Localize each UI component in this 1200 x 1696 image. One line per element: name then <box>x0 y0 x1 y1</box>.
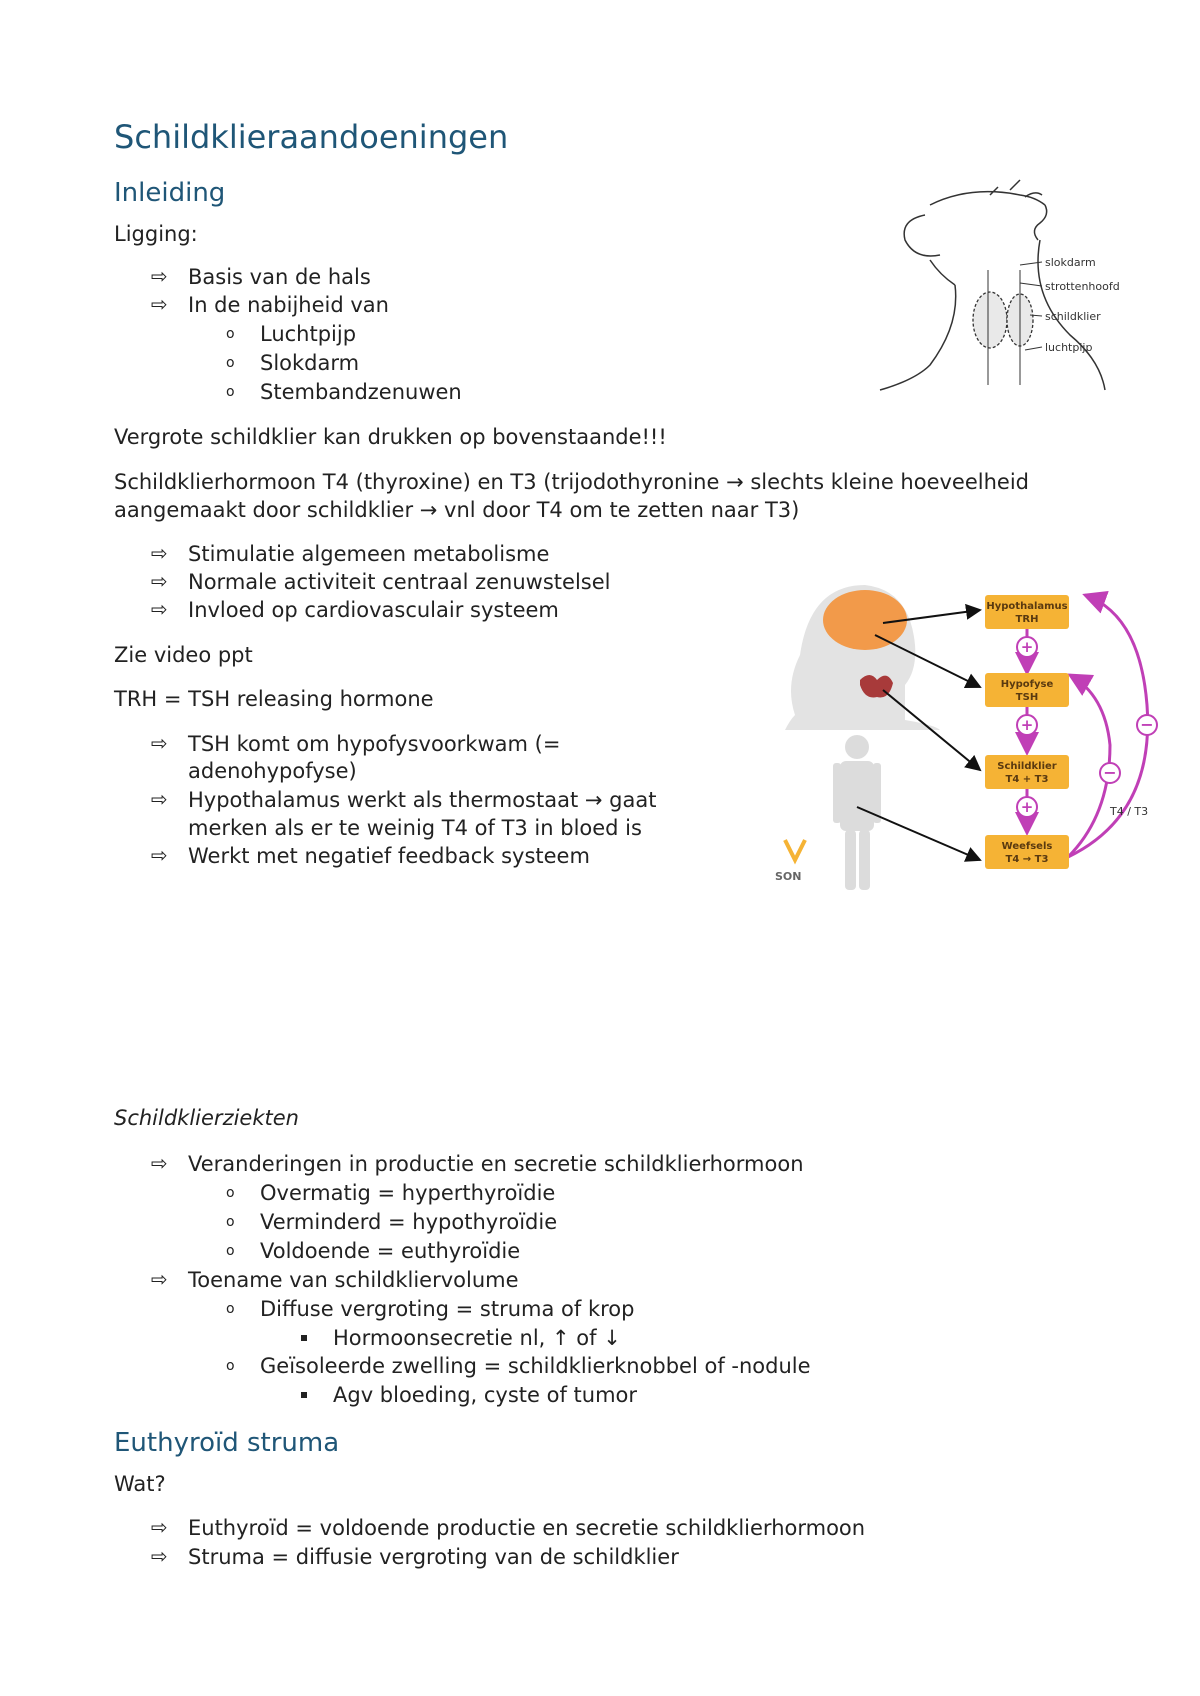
list-item: Verminderd = hypothyroïdie <box>260 1210 558 1234</box>
trh-definition: TRH = TSH releasing hormone <box>114 687 434 711</box>
box-sublabel: T4 → T3 <box>1005 854 1049 865</box>
body-silhouette <box>833 735 881 890</box>
feedback-label: T4 / T3 <box>1110 805 1149 818</box>
arrow-bullet-icon: ⇨ <box>151 731 168 755</box>
list-item: In de nabijheid van <box>188 293 389 317</box>
list-item: Werkt met negatief feedback systeem <box>188 844 590 868</box>
list-item-continued: adenohypofyse) <box>188 759 357 783</box>
box-weefsels <box>985 835 1069 869</box>
list-item: Overmatig = hyperthyroïdie <box>260 1181 556 1205</box>
circle-bullet-icon: o <box>226 1301 235 1317</box>
section-heading-inleiding: Inleiding <box>114 178 226 208</box>
arrow-bullet-icon: ⇨ <box>151 1544 168 1568</box>
wat-label: Wat? <box>114 1472 166 1496</box>
page-title: Schildklieraandoeningen <box>114 118 509 156</box>
list-item: Hypothalamus werkt als thermostaat → gaat <box>188 788 657 812</box>
section-heading-euthyroid-struma: Euthyroïd struma <box>114 1428 340 1458</box>
box-schildklier <box>985 755 1069 789</box>
list-item: Struma = diffusie vergroting van de schildklier <box>188 1545 679 1569</box>
list-item: Geïsoleerde zwelling = schildklierknobbel of -nodule <box>260 1354 811 1378</box>
thyroid-shape <box>973 292 1007 348</box>
circle-bullet-icon: o <box>226 1185 235 1201</box>
list-item: Hormoonsecretie nl, ↑ of ↓ <box>333 1326 621 1350</box>
plus-icon: + <box>1020 638 1034 656</box>
box-label: Hypofyse <box>1000 679 1054 690</box>
box-sublabel: T4 + T3 <box>1005 774 1049 785</box>
neck-label: slokdarm <box>1045 256 1096 269</box>
box-label: Hypothalamus <box>986 601 1068 612</box>
neck-label: strottenhoofd <box>1045 280 1120 293</box>
list-item: Diffuse vergroting = struma of krop <box>260 1297 635 1321</box>
box-label: Schildklier <box>997 761 1057 772</box>
circle-bullet-icon: o <box>226 384 235 400</box>
ligging-label: Ligging: <box>114 222 198 246</box>
section-heading-schildklierziekten: Schildklierziekten <box>114 1106 299 1130</box>
list-item: Slokdarm <box>260 351 360 375</box>
list-item: Agv bloeding, cyste of tumor <box>333 1383 638 1407</box>
box-hypofyse <box>985 673 1069 707</box>
minus-icon: − <box>1140 715 1154 734</box>
circle-bullet-icon: o <box>226 1214 235 1230</box>
square-bullet-icon <box>301 1335 307 1341</box>
list-item: Veranderingen in productie en secretie schildklierhormoon <box>188 1152 804 1176</box>
list-item: Toename van schildkliervolume <box>188 1268 519 1292</box>
son-logo-icon <box>785 840 805 860</box>
video-note: Zie video ppt <box>114 643 253 667</box>
plus-icon: + <box>1020 798 1034 816</box>
thyroid-feedback-diagram <box>765 575 1170 895</box>
box-sublabel: TRH <box>1015 614 1039 625</box>
plus-icon: + <box>1020 716 1034 734</box>
warning-text: Vergrote schildklier kan drukken op bovenstaande!!! <box>114 425 667 449</box>
brain-shape <box>823 590 907 650</box>
circle-bullet-icon: o <box>226 326 235 342</box>
list-item: TSH komt om hypofysvoorkwam (= <box>188 732 561 756</box>
circle-bullet-icon: o <box>226 1243 235 1259</box>
arrow-bullet-icon: ⇨ <box>151 597 168 621</box>
arrow-bullet-icon: ⇨ <box>151 1267 168 1291</box>
list-item: Basis van de hals <box>188 265 371 289</box>
list-item: Euthyroïd = voldoende productie en secretie schildklierhormoon <box>188 1516 866 1540</box>
list-item: Stimulatie algemeen metabolisme <box>188 542 550 566</box>
arrow-bullet-icon: ⇨ <box>151 1151 168 1175</box>
arrow-bullet-icon: ⇨ <box>151 843 168 867</box>
square-bullet-icon <box>301 1392 307 1398</box>
list-item: Stembandzenuwen <box>260 380 462 404</box>
arrow-bullet-icon: ⇨ <box>151 1515 168 1539</box>
list-item: Voldoende = euthyroïdie <box>260 1239 521 1263</box>
neck-label: schildklier <box>1045 310 1101 323</box>
circle-bullet-icon: o <box>226 1358 235 1374</box>
neck-label: luchtpijp <box>1045 341 1093 354</box>
minus-icon: − <box>1103 763 1117 782</box>
son-logo-text: SON <box>775 870 802 883</box>
list-item: Luchtpijp <box>260 322 357 346</box>
box-hypothalamus <box>985 595 1069 629</box>
list-item: Normale activiteit centraal zenuwstelsel <box>188 570 611 594</box>
list-item: Invloed op cardiovasculair systeem <box>188 598 559 622</box>
arrow-bullet-icon: ⇨ <box>151 569 168 593</box>
arrow-bullet-icon: ⇨ <box>151 541 168 565</box>
arrow-bullet-icon: ⇨ <box>151 264 168 288</box>
hormone-line-2: aangemaakt door schildklier → vnl door T4 om te zetten naar T3) <box>114 498 800 522</box>
circle-bullet-icon: o <box>226 355 235 371</box>
arrow-bullet-icon: ⇨ <box>151 292 168 316</box>
neck-anatomy-illustration <box>870 175 1170 395</box>
box-label: Weefsels <box>1001 841 1053 852</box>
hormone-line-1: Schildklierhormoon T4 (thyroxine) en T3 (trijodothyronine → slechts kleine hoeveelheid <box>114 470 1029 494</box>
arrow-bullet-icon: ⇨ <box>151 787 168 811</box>
list-item-continued: merken als er te weinig T4 of T3 in bloed is <box>188 816 642 840</box>
box-sublabel: TSH <box>1015 692 1039 703</box>
